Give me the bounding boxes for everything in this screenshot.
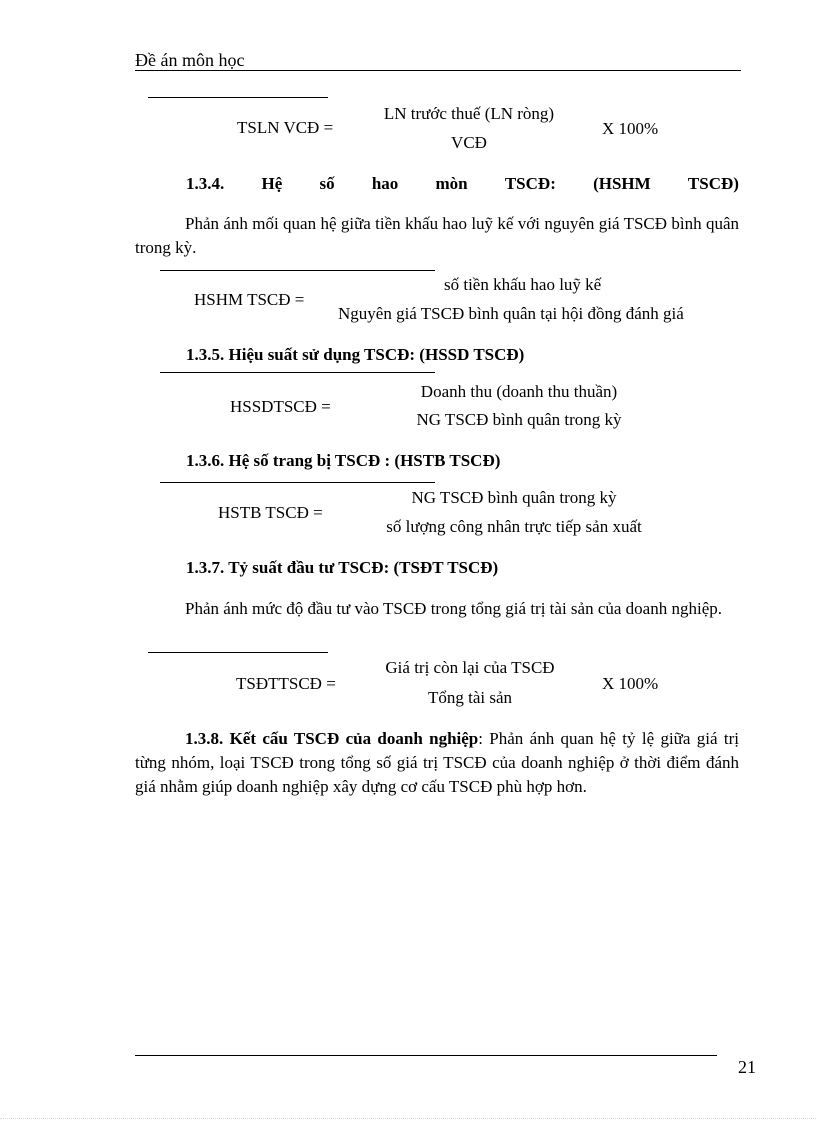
section-heading-1-3-7: 1.3.7. Tỷ suất đầu tư TSCĐ: (TSĐT TSCĐ) [186, 558, 499, 577]
tsln-formula-multiplier: X 100% [602, 119, 659, 138]
hssd-formula-lhs: HSSDTSCĐ = [230, 397, 331, 416]
section-heading-1-3-5: 1.3.5. Hiệu suất sử dụng TSCĐ: (HSSD TSCĐ) [186, 345, 525, 364]
section-1-3-7-description: Phản ánh mức độ đầu tư vào TSCĐ trong tổng giá trị tài sản của doanh nghiệp. [185, 599, 722, 618]
hssd-formula-denominator: NG TSCĐ bình quân trong kỳ [416, 410, 622, 429]
formula-rule [160, 372, 435, 373]
page-number: 21 [738, 1057, 756, 1077]
hstb-formula-numerator: NG TSCĐ bình quân trong kỳ [411, 488, 617, 507]
page-header-title: Đề án môn học [135, 50, 245, 70]
section-1-3-4-description: Phản ánh mối quan hệ giữa tiền khấu hao luỹ kế với nguyên giá TSCĐ bình quân trong kỳ. [135, 214, 739, 257]
section-1-3-8-paragraph: 1.3.8. Kết cấu TSCĐ của doanh nghiệp: Phản ánh quan hệ tỷ lệ giữa giá trị từng nhóm, loại TSCĐ trong tổng số giá trị TSCĐ của doanh nghiệp ở thời điểm đánh giá nhằm giúp doanh nghiệp xây dựng cơ cấu TSCĐ phù hợp hơn. [135, 729, 739, 796]
tsln-formula-numerator: LN trước thuế (LN ròng) [383, 104, 555, 123]
tsln-formula-lhs: TSLN VCĐ = [237, 118, 334, 137]
hssd-formula-numerator: Doanh thu (doanh thu thuần) [420, 382, 618, 401]
formula-rule [160, 270, 435, 271]
hshm-formula-numerator: số tiền khấu hao luỹ kế [444, 275, 602, 294]
hshm-formula-lhs: HSHM TSCĐ = [194, 290, 305, 309]
section-heading-1-3-8: 1.3.8. Kết cấu TSCĐ của doanh nghiệp [185, 729, 479, 748]
tsdt-formula-lhs: TSĐTTSCĐ = [236, 674, 336, 693]
formula-rule [160, 482, 435, 483]
tsdt-formula-denominator: Tổng tài sản [427, 688, 513, 707]
section-heading-1-3-4: 1.3.4. Hệ số hao mòn TSCĐ: (HSHM TSCĐ) [186, 174, 739, 193]
footer-rule [135, 1055, 717, 1056]
tsln-formula-denominator: VCĐ [451, 133, 487, 152]
header-rule [135, 70, 741, 71]
hstb-formula-lhs: HSTB TSCĐ = [218, 503, 323, 522]
hstb-formula-denominator: số lượng công nhân trực tiếp sản xuất [386, 517, 642, 536]
hshm-formula-denominator: Nguyên giá TSCĐ bình quân tại hội đồng đánh giá [338, 304, 684, 323]
formula-rule [148, 652, 328, 653]
page-bottom-border [0, 1118, 816, 1119]
formula-rule [148, 97, 328, 98]
tsdt-formula-multiplier: X 100% [602, 674, 659, 693]
section-heading-1-3-6: 1.3.6. Hệ số trang bị TSCĐ : (HSTB TSCĐ) [186, 451, 501, 470]
tsdt-formula-numerator: Giá trị còn lại của TSCĐ [385, 658, 555, 677]
